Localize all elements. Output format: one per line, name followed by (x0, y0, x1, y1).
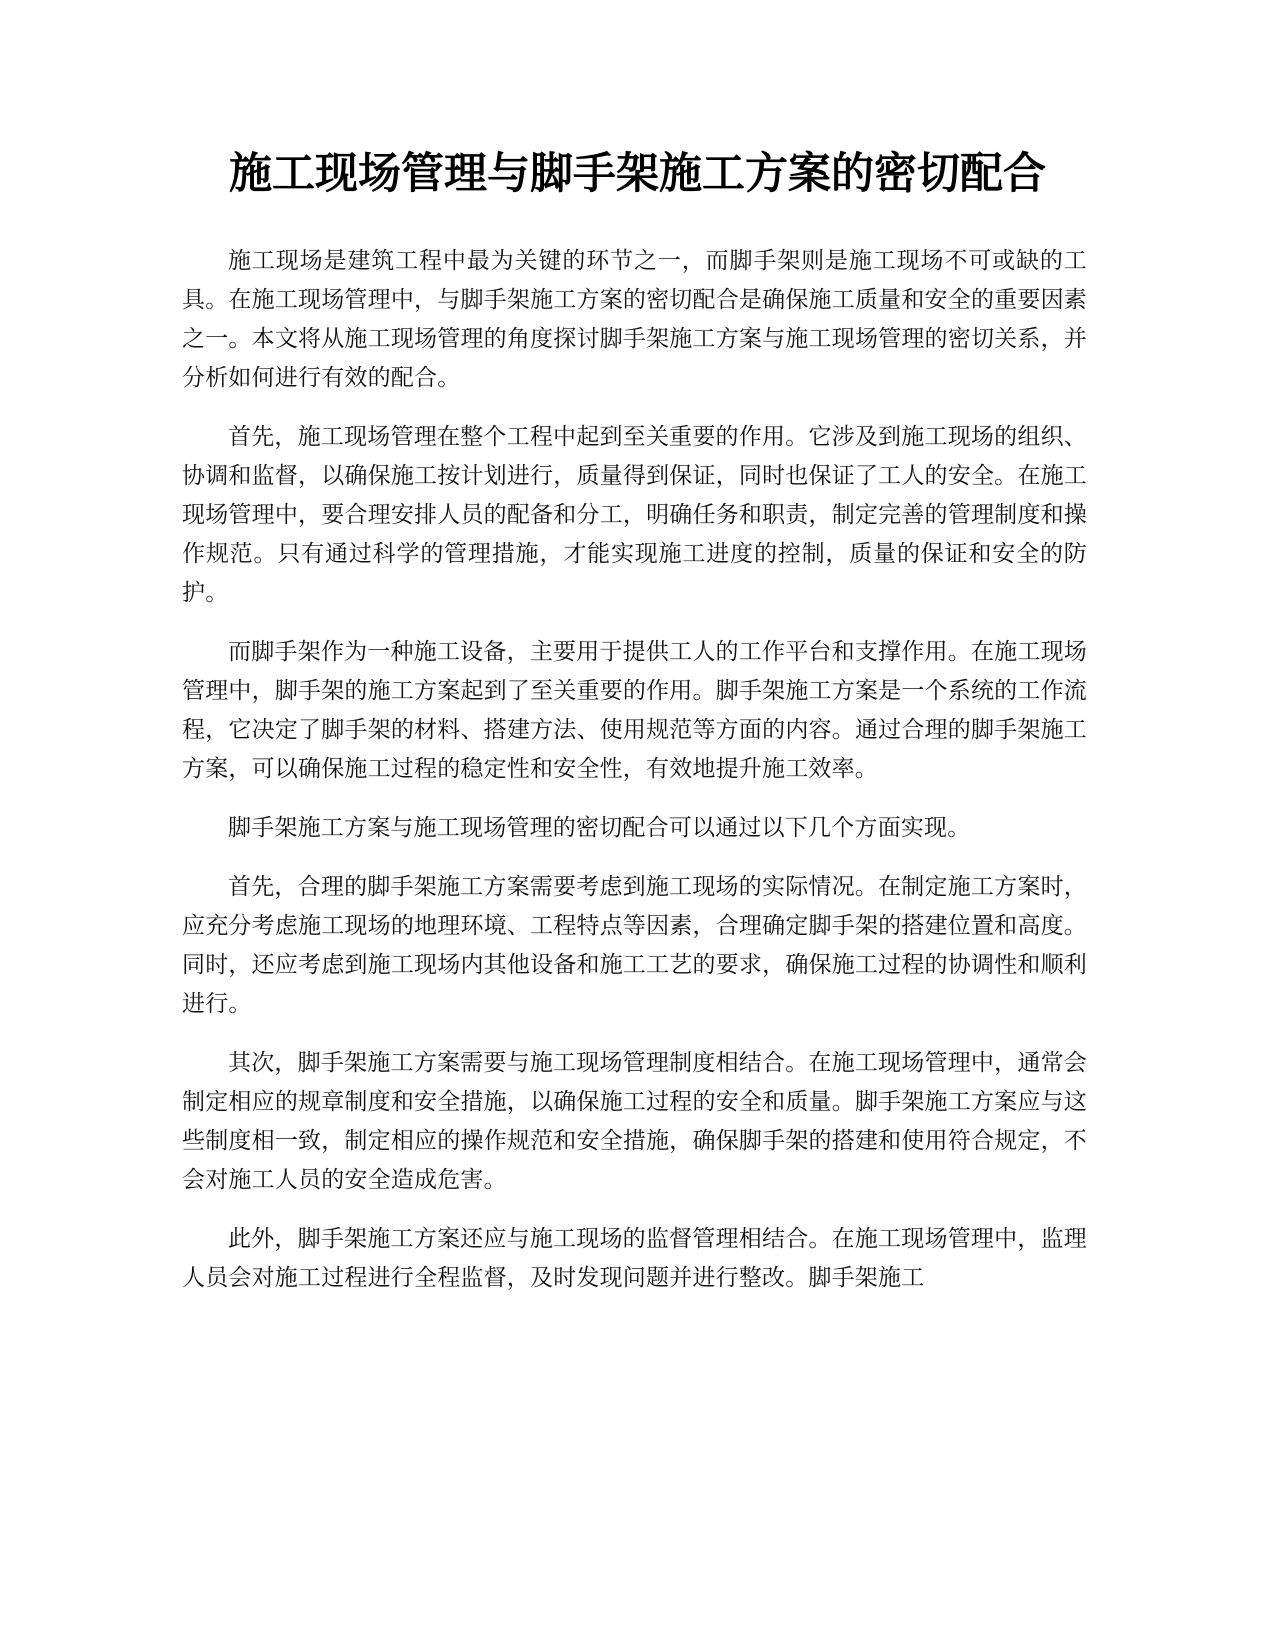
paragraph-site-conditions: 首先，合理的脚手架施工方案需要考虑到施工现场的实际情况。在制定施工方案时，应充分考虑施工现场的地理环境、工程特点等因素，合理确定脚手架的搭建位置和高度。同时，还应考虑到施工现场内其他设备和施工工艺的要求，确保施工过程的协调性和顺利进行。 (182, 874, 1087, 1017)
paragraph-site-management: 首先，施工现场管理在整个工程中起到至关重要的作用。它涉及到施工现场的组织、协调和监督，以确保施工按计划进行，质量得到保证，同时也保证了工人的安全。在施工现场管理中，要合理安排人员的配备和分工，明确任务和职责，制定完善的管理制度和操作规范。只有通过科学的管理措施，才能实现施工进度的控制，质量的保证和安全的防护。 (182, 424, 1087, 606)
document-title: 施工现场管理与脚手架施工方案的密切配合 (229, 149, 1046, 199)
paragraph-management-rules: 其次，脚手架施工方案需要与施工现场管理制度相结合。在施工现场管理中，通常会制定相应的规章制度和安全措施，以确保施工过程的安全和质量。脚手架施工方案应与这些制度相一致，制定相应的操作规范和安全措施，确保脚手架的搭建和使用符合规定，不会对施工人员的安全造成危害。 (182, 1050, 1087, 1193)
document-body (182, 242, 1087, 1318)
paragraph-scaffold-plan: 而脚手架作为一种施工设备，主要用于提供工人的工作平台和支撑作用。在施工现场管理中，脚手架的施工方案起到了至关重要的作用。脚手架施工方案是一个系统的工作流程，它决定了脚手架的材料、搭建方法、使用规范等方面的内容。通过合理的脚手架施工方案，可以确保施工过程的稳定性和安全性，有效地提升施工效率。 (182, 639, 1087, 782)
paragraph-coordination-aspects: 脚手架施工方案与施工现场管理的密切配合可以通过以下几个方面实现。 (228, 815, 971, 841)
paragraph-intro: 施工现场是建筑工程中最为关键的环节之一，而脚手架则是施工现场不可或缺的工具。在施工现场管理中，与脚手架施工方案的密切配合是确保施工质量和安全的重要因素之一。本文将从施工现场管理的角度探讨脚手架施工方案与施工现场管理的密切关系，并分析如何进行有效的配合。 (182, 248, 1087, 391)
paragraph-supervision: 此外，脚手架施工方案还应与施工现场的监督管理相结合。在施工现场管理中，监理人员会对施工过程进行全程监督，及时发现问题并进行整改。脚手架施工 (182, 1226, 1087, 1291)
